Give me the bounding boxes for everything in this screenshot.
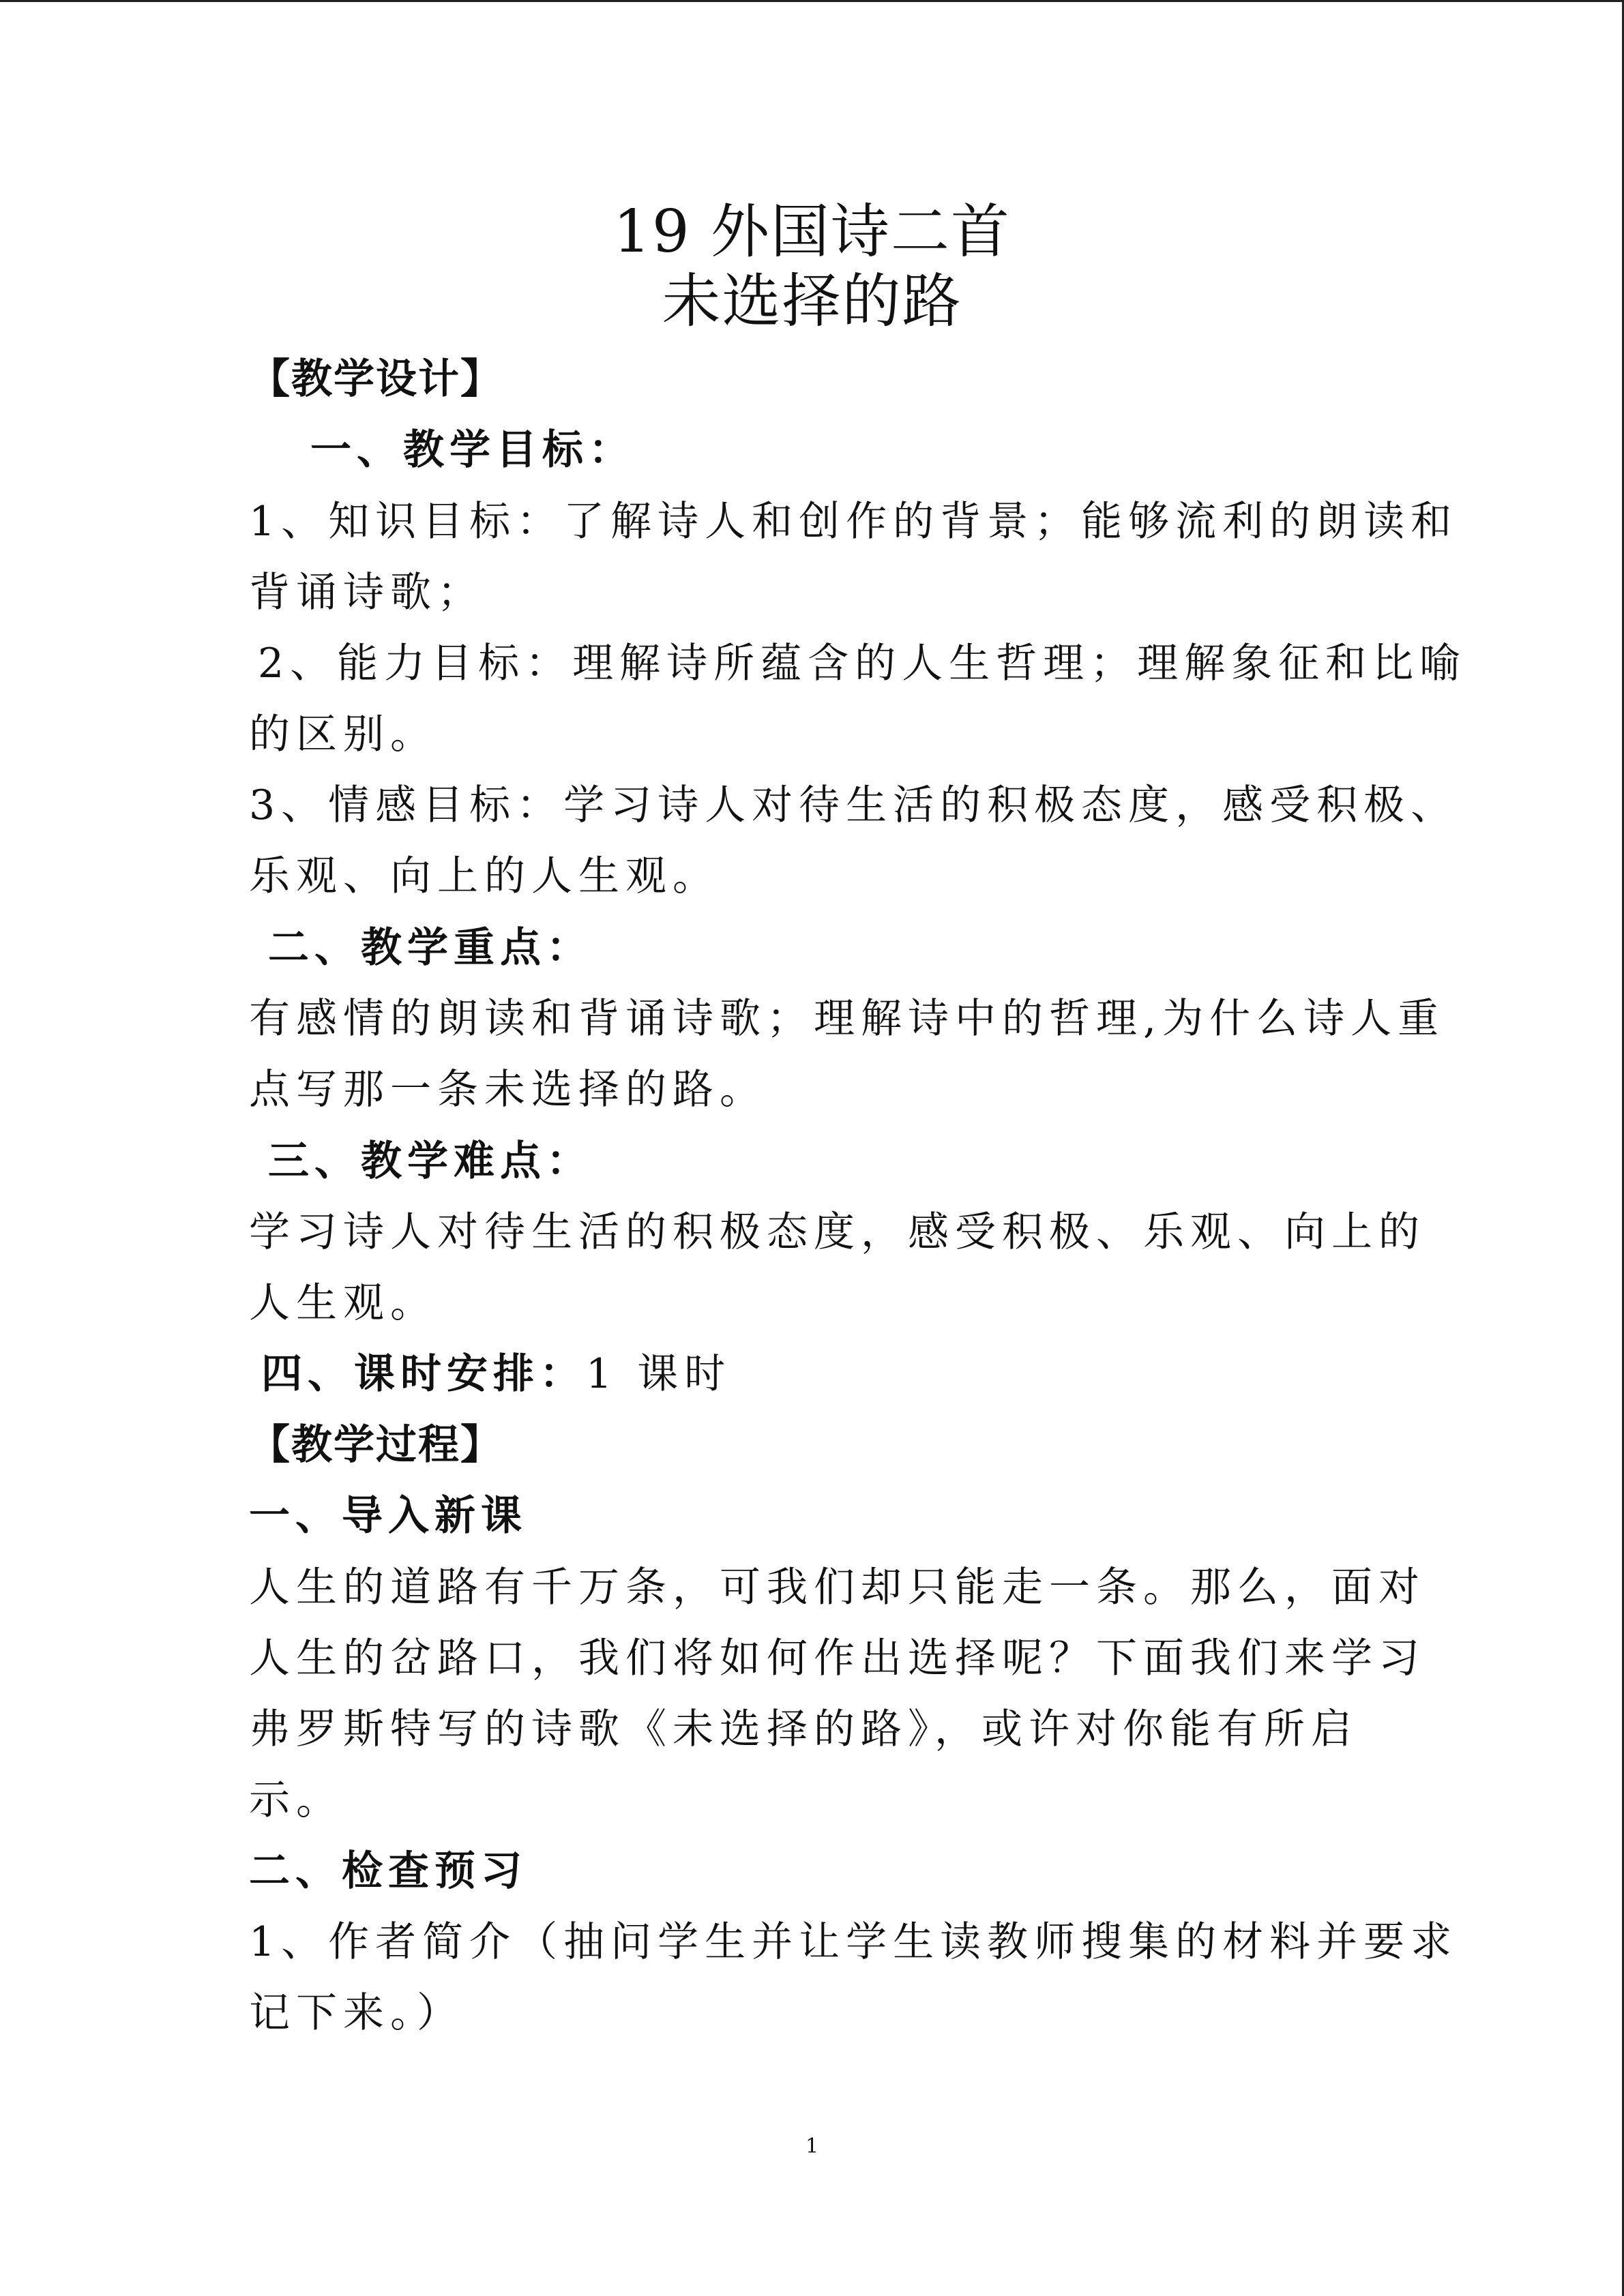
difficulty-heading: 三、教学难点： [268,1137,593,1185]
key-points-heading: 二、教学重点： [268,924,593,972]
goal-2-line-1: 2、能力目标：理解诗所蕴含的人生哲理；理解象征和比喻 [258,640,1467,687]
intro-line-1: 人生的道路有千万条，可我们却只能走一条。那么，面对 [249,1564,1426,1611]
schedule-row [261,1347,731,1401]
intro-line-3: 弗罗斯特写的诗歌《未选择的路》，或许对你能有所启 [249,1705,1358,1753]
preview-line-1: 1、作者简介（抽问学生并让学生读教师搜集的材料并要求 [249,1918,1458,1966]
intro-line-4: 示。 [249,1776,343,1824]
intro-line-2: 人生的岔路口，我们将如何作出选择呢？下面我们来学习 [249,1635,1426,1682]
goal-3-line-1: 3、情感目标：学习诗人对待生活的积极态度，感受积极、 [249,781,1458,829]
title-line-1: 19 外国诗二首 [613,198,1011,266]
goals-heading: 一、教学目标： [310,426,635,474]
difficulty-line-1: 学习诗人对待生活的积极态度，感受积极、乐观、向上的 [249,1208,1426,1256]
preview-heading: 二、检查预习 [249,1847,527,1895]
page-border-top [0,0,1624,2]
goal-2-line-2: 的区别。 [249,711,437,758]
schedule-label: 四、课时安排： [261,1350,586,1398]
difficulty-line-2: 人生观。 [249,1279,437,1327]
page-number: 1 [805,2134,819,2158]
intro-heading: 一、导入新课 [249,1492,527,1540]
key-points-line-1: 有感情的朗读和背诵诗歌；理解诗中的哲理,为什么诗人重 [249,995,1445,1043]
section-heading-design: 【教学设计】 [249,355,503,403]
goal-3-line-2: 乐观、向上的人生观。 [249,852,720,900]
goal-1-line-1: 1、知识目标：了解诗人和创作的背景；能够流利的朗读和 [249,498,1458,546]
key-points-line-2: 点写那一条未选择的路。 [249,1066,767,1114]
title-line-2: 未选择的路 [662,267,962,336]
preview-line-2: 记下来。） [249,1989,464,2037]
goal-1-line-2: 背诵诗歌； [249,569,484,616]
section-heading-process: 【教学过程】 [249,1421,503,1469]
schedule-value: 1 课时 [586,1350,732,1398]
